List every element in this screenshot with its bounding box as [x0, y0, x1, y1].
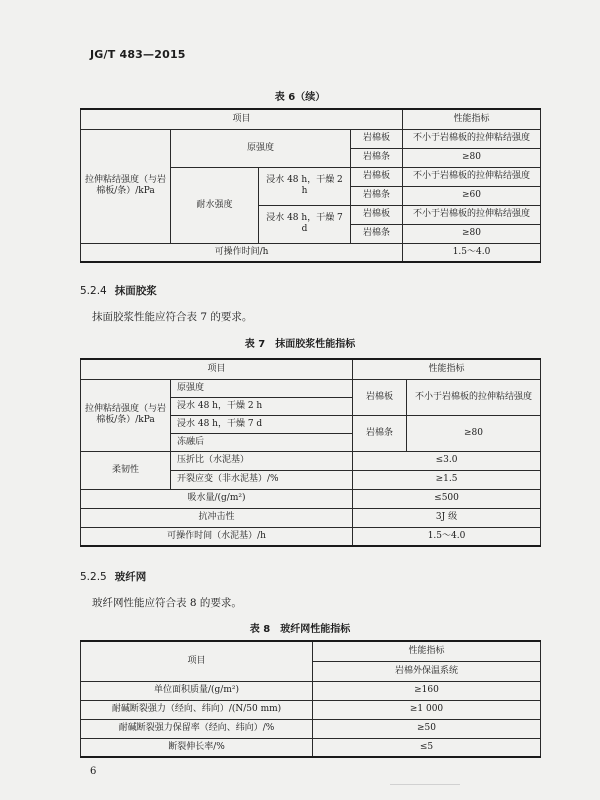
table6-not-less: 不小于岩棉板的拉伸粘结强度	[403, 167, 541, 186]
table8-header-item: 项目	[81, 641, 313, 681]
table8-header-perf: 性能指标	[313, 641, 541, 661]
table7-op-time: 可操作时间（水泥基）/h	[81, 527, 353, 546]
table8-elong-val: ≤5	[313, 738, 541, 757]
table8-retain: 耐碱断裂强力保留率（经向、纬向）/%	[81, 719, 313, 738]
section-525-heading	[80, 569, 146, 584]
standard-code: JG/T 483—2015	[90, 48, 186, 61]
section-525-text: 玻纤网性能应符合表 8 的要求。	[92, 597, 242, 609]
table6-board: 岩棉板	[351, 129, 403, 148]
table7-caption: 表 7 抹面胶浆性能指标	[244, 339, 356, 350]
table7-soak2: 浸水 48 h，干燥 2 h	[171, 397, 353, 415]
section-525-number: 5.2.5	[80, 571, 107, 583]
table6-ge80: ≥80	[403, 148, 541, 167]
table6-op-value: 1.5～4.0	[403, 243, 541, 262]
table6-soak2: 浸水 48 h，干燥 2 h	[259, 167, 351, 205]
table6-board: 岩棉板	[351, 167, 403, 186]
table8-alkali: 耐碱断裂强力（经向、纬向）/(N/50 mm)	[81, 700, 313, 719]
section-525-title: 玻纤网	[114, 571, 147, 583]
table6-water: 耐水强度	[171, 167, 259, 243]
table7-strip: 岩棉条	[353, 415, 407, 451]
table7	[80, 358, 541, 547]
table7-flex: 柔韧性	[81, 451, 171, 489]
table7-impact: 抗冲击性	[81, 508, 353, 527]
table7-ge80: ≥80	[407, 415, 541, 451]
table6-original: 原强度	[171, 129, 351, 167]
table7-original: 原强度	[171, 379, 353, 397]
table8-header-sys: 岩棉外保温系统	[313, 661, 541, 681]
table7-not-less: 不小于岩棉板的拉伸粘结强度	[407, 379, 541, 415]
section-524-text: 抹面胶浆性能应符合表 7 的要求。	[92, 311, 253, 323]
table7-water-abs: 吸水量/(g/m²)	[81, 489, 353, 508]
table7-impact-val: 3J 级	[353, 508, 541, 527]
table7-header-perf: 性能指标	[353, 359, 541, 379]
section-524-title: 抹面胶浆	[114, 285, 157, 297]
table8-mass: 单位面积质量/(g/m²)	[81, 681, 313, 700]
table6-header-perf: 性能指标	[403, 109, 541, 129]
table6	[80, 108, 541, 263]
table7-board: 岩棉板	[353, 379, 407, 415]
table8-mass-val: ≥160	[313, 681, 541, 700]
table7-freeze: 冻融后	[171, 433, 353, 451]
table6-strip: 岩棉条	[351, 148, 403, 167]
table7-param: 拉伸粘结强度（与岩棉板/条）/kPa	[81, 379, 171, 451]
table7-crack-val: ≥1.5	[353, 470, 541, 489]
table6-ge60: ≥60	[403, 186, 541, 205]
table6-strip: 岩棉条	[351, 224, 403, 243]
table6-op-time: 可操作时间/h	[81, 243, 403, 262]
page-number: 6	[90, 766, 97, 777]
table8-caption: 表 8 玻纤网性能指标	[249, 624, 351, 635]
table6-ge80: ≥80	[403, 224, 541, 243]
table6-soak7: 浸水 48 h，干燥 7 d	[259, 205, 351, 243]
table7-crack: 开裂应变（非水泥基）/%	[171, 470, 353, 489]
table6-not-less: 不小于岩棉板的拉伸粘结强度	[403, 129, 541, 148]
table6-strip: 岩棉条	[351, 186, 403, 205]
table7-header-item: 项目	[81, 359, 353, 379]
table7-op-value: 1.5～4.0	[353, 527, 541, 546]
table6-header-item: 项目	[81, 109, 403, 129]
table7-compress: 压折比（水泥基）	[171, 451, 353, 470]
table6-caption: 表 6（续）	[274, 92, 326, 103]
table6-not-less: 不小于岩棉板的拉伸粘结强度	[403, 205, 541, 224]
section-524-heading	[80, 283, 157, 298]
table8-alkali-val: ≥1 000	[313, 700, 541, 719]
table8-elong: 断裂伸长率/%	[81, 738, 313, 757]
table7-soak7: 浸水 48 h，干燥 7 d	[171, 415, 353, 433]
table7-compress-val: ≤3.0	[353, 451, 541, 470]
scan-mark	[390, 776, 460, 785]
section-524-number: 5.2.4	[80, 285, 107, 297]
table8	[80, 640, 541, 758]
table6-param: 拉伸粘结强度（与岩棉板/条）/kPa	[81, 129, 171, 243]
table7-water-abs-val: ≤500	[353, 489, 541, 508]
table6-board: 岩棉板	[351, 205, 403, 224]
table8-retain-val: ≥50	[313, 719, 541, 738]
